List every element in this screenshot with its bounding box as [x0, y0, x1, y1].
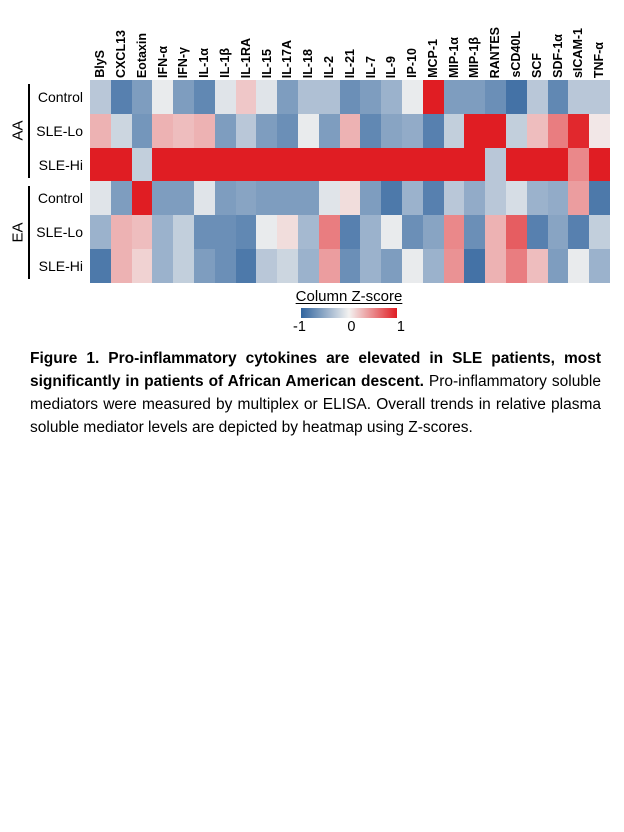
heatmap-cell: [111, 249, 132, 283]
row-group-aa: [8, 80, 88, 182]
heatmap-cell: [444, 249, 465, 283]
heatmap-cell: [152, 80, 173, 114]
heatmap-cell: [568, 114, 589, 148]
column-label-cell: [215, 8, 236, 78]
heatmap-cell: [360, 148, 381, 182]
column-label-cell: [90, 8, 111, 78]
column-label: IL-1α: [197, 48, 212, 78]
column-label: IL-21: [342, 48, 357, 78]
row-group-ea: [8, 182, 88, 284]
heatmap-cell: [381, 148, 402, 182]
heatmap-cell: [402, 215, 423, 249]
column-label: RANTES: [488, 26, 503, 78]
column-label: IL-1β: [217, 48, 232, 78]
heatmap-cell: [236, 181, 257, 215]
heatmap-cell: [111, 148, 132, 182]
heatmap-cell: [173, 249, 194, 283]
heatmap-cell: [298, 249, 319, 283]
heatmap-cell: [152, 215, 173, 249]
column-label-cell: [568, 8, 589, 78]
column-label-cell: [423, 8, 444, 78]
heatmap-cell: [319, 181, 340, 215]
heatmap-cell: [215, 181, 236, 215]
heatmap-cell: [256, 215, 277, 249]
heatmap-cell: [277, 114, 298, 148]
heatmap-cell: [236, 114, 257, 148]
heatmap-cell: [568, 148, 589, 182]
heatmap-cell: [568, 249, 589, 283]
heatmap-cell: [527, 114, 548, 148]
heatmap-cell: [132, 80, 153, 114]
heatmap-cell: [506, 249, 527, 283]
heatmap-cell: [90, 249, 111, 283]
heatmap-cell: [360, 215, 381, 249]
heatmap-cell: [589, 215, 610, 249]
heatmap-cell: [423, 215, 444, 249]
heatmap-cell: [423, 148, 444, 182]
group-label-aa: [8, 80, 28, 182]
heatmap-cell: [444, 148, 465, 182]
heatmap-cell: [568, 181, 589, 215]
heatmap-cell: [236, 80, 257, 114]
column-label: IL-18: [301, 48, 316, 78]
heatmap-cell: [194, 249, 215, 283]
heatmap-cell: [548, 148, 569, 182]
heatmap-cell: [173, 215, 194, 249]
heatmap-cell: [132, 148, 153, 182]
row-label: Control: [37, 88, 83, 105]
column-label: IFN-γ: [176, 46, 191, 78]
heatmap-cell: [464, 215, 485, 249]
column-label-cell: [194, 8, 215, 78]
column-labels: [90, 8, 610, 78]
heatmap-cell: [215, 215, 236, 249]
column-label-cell: [152, 8, 173, 78]
heatmap-cell: [277, 80, 298, 114]
heatmap-cell: [506, 80, 527, 114]
heatmap-cell: [506, 114, 527, 148]
legend: [254, 288, 444, 335]
heatmap-cell: [340, 249, 361, 283]
heatmap-cell: [548, 114, 569, 148]
column-label-cell: [444, 8, 465, 78]
heatmap-cell: [319, 148, 340, 182]
column-label-cell: [340, 8, 361, 78]
column-label-cell: [256, 8, 277, 78]
group-label-text: EA: [9, 222, 27, 243]
column-label: IL-17A: [280, 39, 295, 78]
heatmap-cell: [402, 181, 423, 215]
heatmap-cell: [173, 148, 194, 182]
column-label-cell: [589, 8, 610, 78]
row-group-labels: [8, 80, 88, 283]
heatmap-cell: [381, 114, 402, 148]
heatmap-cell: [298, 114, 319, 148]
heatmap-cell: [256, 148, 277, 182]
column-label: IFN-α: [155, 46, 170, 78]
column-label: IL-15: [259, 48, 274, 78]
column-label-cell: [527, 8, 548, 78]
legend-ticks: [293, 319, 405, 335]
heatmap-cell: [485, 114, 506, 148]
heatmap-cell: [132, 114, 153, 148]
column-label: sICAM-1: [571, 27, 586, 78]
column-label-cell: [298, 8, 319, 78]
heatmap-cell: [236, 215, 257, 249]
heatmap-cell: [277, 148, 298, 182]
heatmap-cell: [111, 215, 132, 249]
heatmap-cell: [402, 148, 423, 182]
heatmap-cell: [132, 249, 153, 283]
heatmap-cell: [485, 148, 506, 182]
heatmap-cell: [194, 215, 215, 249]
heatmap-cell: [485, 249, 506, 283]
column-label-cell: [464, 8, 485, 78]
heatmap-cell: [589, 181, 610, 215]
heatmap-cell: [527, 80, 548, 114]
heatmap-cell: [215, 80, 236, 114]
heatmap-cell: [90, 114, 111, 148]
column-label: IP-10: [405, 48, 420, 78]
legend-title: Column Z-score: [295, 288, 403, 305]
heatmap-cell: [485, 80, 506, 114]
heatmap-cell: [111, 181, 132, 215]
column-label: BlyS: [93, 50, 108, 78]
heatmap-cell: [132, 215, 153, 249]
heatmap-cell: [298, 181, 319, 215]
heatmap-cell: [340, 181, 361, 215]
heatmap-cell: [381, 249, 402, 283]
heatmap-cell: [548, 249, 569, 283]
heatmap-cell: [340, 80, 361, 114]
column-label: TNF-α: [592, 41, 607, 78]
heatmap-cell: [215, 249, 236, 283]
heatmap-cell: [506, 215, 527, 249]
heatmap-cell: [111, 114, 132, 148]
heatmap-cell: [464, 181, 485, 215]
row-label: SLE-Hi: [38, 156, 83, 173]
heatmap-cell: [194, 114, 215, 148]
column-label-cell: [111, 8, 132, 78]
heatmap-cell: [402, 114, 423, 148]
heatmap-cell: [402, 249, 423, 283]
row-labels: [30, 80, 88, 182]
heatmap-cell: [298, 215, 319, 249]
heatmap-cell: [589, 148, 610, 182]
row-label: SLE-Lo: [36, 122, 83, 139]
heatmap-cell: [152, 148, 173, 182]
heatmap-cell: [527, 181, 548, 215]
heatmap-cell: [548, 181, 569, 215]
heatmap-cell: [444, 181, 465, 215]
heatmap-cell: [152, 249, 173, 283]
column-label-cell: [236, 8, 257, 78]
heatmap-cell: [319, 114, 340, 148]
heatmap-cell: [298, 80, 319, 114]
heatmap-cell: [319, 249, 340, 283]
heatmap-cell: [194, 181, 215, 215]
heatmap-cell: [444, 80, 465, 114]
heatmap-cell: [90, 148, 111, 182]
column-label-cell: [485, 8, 506, 78]
heatmap-cell: [298, 148, 319, 182]
heatmap-cell: [381, 80, 402, 114]
column-label: MCP-1: [425, 39, 440, 78]
heatmap-cell: [132, 181, 153, 215]
heatmap-cell: [173, 80, 194, 114]
heatmap-cell: [485, 215, 506, 249]
heatmap-cell: [464, 80, 485, 114]
heatmap-cell: [589, 114, 610, 148]
heatmap-cell: [90, 181, 111, 215]
column-label: IL-2: [321, 55, 336, 78]
heatmap-cell: [423, 181, 444, 215]
heatmap-cell: [444, 114, 465, 148]
column-label: MIP-1β: [467, 37, 482, 78]
heatmap-cell: [277, 215, 298, 249]
row-label: SLE-Lo: [36, 224, 83, 241]
heatmap-cell: [423, 114, 444, 148]
row-label: Control: [37, 190, 83, 207]
heatmap-cell: [381, 181, 402, 215]
heatmap-cell: [506, 181, 527, 215]
heatmap-cell: [464, 114, 485, 148]
heatmap: [90, 80, 610, 283]
column-label: IL-9: [384, 55, 399, 78]
heatmap-cell: [548, 215, 569, 249]
heatmap-cell: [340, 215, 361, 249]
heatmap-cell: [464, 249, 485, 283]
column-label: CXCL13: [113, 30, 128, 78]
heatmap-cell: [360, 114, 381, 148]
heatmap-cell: [485, 181, 506, 215]
heatmap-cell: [173, 114, 194, 148]
heatmap-cell: [340, 148, 361, 182]
column-label: Eotaxin: [134, 32, 149, 78]
heatmap-cell: [256, 114, 277, 148]
heatmap-cell: [90, 215, 111, 249]
column-label-cell: [381, 8, 402, 78]
heatmap-cell: [444, 215, 465, 249]
heatmap-cell: [589, 249, 610, 283]
column-label: SDF-1α: [550, 34, 565, 78]
heatmap-cell: [215, 148, 236, 182]
column-label: MIP-1α: [446, 36, 461, 78]
column-label-cell: [402, 8, 423, 78]
heatmap-cell: [152, 114, 173, 148]
heatmap-cell: [256, 80, 277, 114]
heatmap-cell: [464, 148, 485, 182]
heatmap-cell: [423, 249, 444, 283]
heatmap-cell: [319, 80, 340, 114]
heatmap-cell: [506, 148, 527, 182]
heatmap-cell: [568, 215, 589, 249]
heatmap-cell: [360, 80, 381, 114]
column-label-cell: [277, 8, 298, 78]
column-label: IL-7: [363, 55, 378, 78]
heatmap-cell: [568, 80, 589, 114]
heatmap-cell: [277, 181, 298, 215]
caption-rest: Pro-inflammatory soluble mediators were measured by multiplex or ELISA. Overall trends in relative plasma soluble mediator levels are depicted by heatmap using Z-scores.: [30, 373, 601, 436]
heatmap-cell: [194, 80, 215, 114]
heatmap-cell: [527, 215, 548, 249]
heatmap-cell: [256, 249, 277, 283]
heatmap-cell: [215, 114, 236, 148]
heatmap-cell: [360, 249, 381, 283]
column-label: SCF: [529, 53, 544, 78]
caption-bold: Figure 1. Pro-inflammatory cytokines are elevated in SLE patients, most significantly in patients of African American descent.: [30, 350, 601, 390]
heatmap-cell: [236, 148, 257, 182]
heatmap-cell: [589, 80, 610, 114]
legend-tick-min: -1: [293, 319, 306, 335]
heatmap-cell: [152, 181, 173, 215]
heatmap-cell: [340, 114, 361, 148]
heatmap-cell: [194, 148, 215, 182]
heatmap-cell: [360, 181, 381, 215]
heatmap-cell: [527, 249, 548, 283]
heatmap-cell: [173, 181, 194, 215]
legend-tick-max: 1: [396, 319, 405, 335]
heatmap-cell: [256, 181, 277, 215]
heatmap-cell: [236, 249, 257, 283]
column-label: IL-1RA: [238, 37, 253, 78]
column-label-cell: [506, 8, 527, 78]
heatmap-cell: [402, 80, 423, 114]
column-label-cell: [173, 8, 194, 78]
group-label-text: AA: [9, 120, 27, 141]
column-label-cell: [548, 8, 569, 78]
column-label-cell: [360, 8, 381, 78]
heatmap-cell: [90, 80, 111, 114]
legend-colorbar: [301, 308, 397, 318]
heatmap-cell: [277, 249, 298, 283]
heatmap-cell: [548, 80, 569, 114]
column-label-cell: [132, 8, 153, 78]
heatmap-cell: [319, 215, 340, 249]
legend-tick-mid: 0: [347, 319, 356, 335]
column-label: sCD40L: [509, 31, 524, 78]
heatmap-cell: [527, 148, 548, 182]
column-label-cell: [319, 8, 340, 78]
figure-caption: [30, 347, 601, 439]
group-label-ea: [8, 182, 28, 284]
row-label: SLE-Hi: [38, 258, 83, 275]
heatmap-cell: [381, 215, 402, 249]
row-labels: [30, 182, 88, 284]
heatmap-cell: [423, 80, 444, 114]
heatmap-cell: [111, 80, 132, 114]
